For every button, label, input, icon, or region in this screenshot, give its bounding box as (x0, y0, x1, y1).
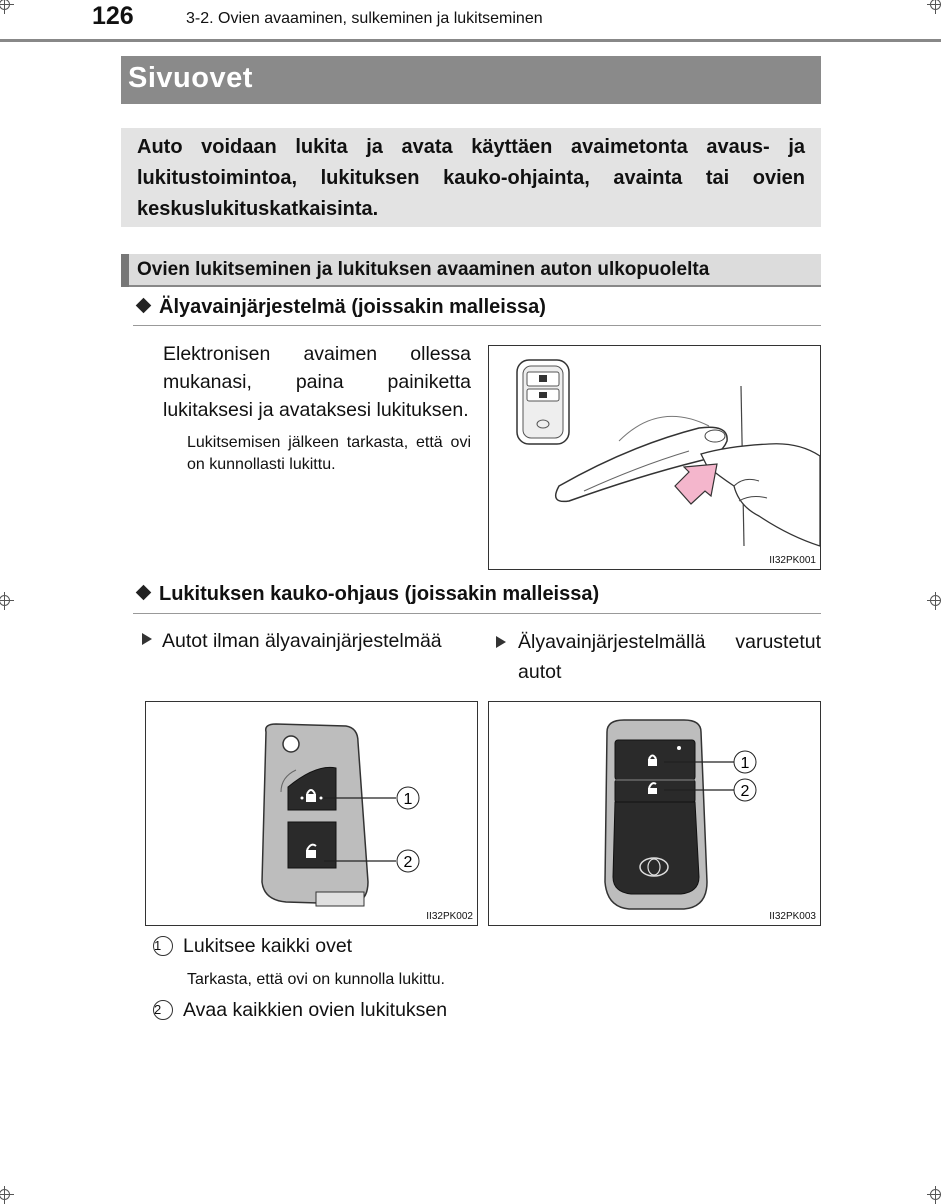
page-title: Sivuovet (128, 62, 253, 94)
list-number: 1 (153, 936, 173, 956)
col1-label-text: Autot ilman älyavainjärjestelmää (162, 630, 442, 652)
callout-2: 2 (740, 783, 750, 800)
flip-key-illustration (146, 702, 477, 925)
smart-key-rule (133, 325, 821, 326)
callout-1: 1 (740, 755, 750, 772)
list-item-text: Lukitsee kaikki ovet (183, 935, 353, 957)
remote-heading-text: Lukituksen kauko-ohjaus (joissakin malleissa) (159, 583, 600, 605)
triangle-bullet-icon (142, 633, 152, 645)
crop-mark-top-right (927, 0, 941, 14)
diamond-bullet-icon (136, 585, 152, 601)
diamond-bullet-icon (136, 298, 152, 314)
page-number: 126 (92, 2, 134, 30)
smart-key-text-block (163, 340, 471, 424)
list-item (153, 996, 447, 1024)
figure-code-2: II32PK002 (426, 911, 473, 922)
running-head: 3-2. Ovien avaaminen, sulkeminen ja lukitseminen (186, 10, 543, 27)
section-heading: Ovien lukitseminen ja lukituksen avaaminen auton ulkopuolelta (137, 259, 710, 280)
smart-key-illustration (489, 702, 820, 925)
triangle-bullet-icon (496, 636, 506, 648)
figure-smart-key (488, 701, 821, 926)
remote-rule (133, 613, 821, 614)
figure-code-1: II32PK001 (769, 555, 816, 566)
figure-flip-key (145, 701, 478, 926)
crop-mark-bottom-right (927, 1186, 941, 1204)
crop-mark-bottom-left (0, 1186, 14, 1204)
smart-key-heading-text: Älyavainjärjestelmä (joissakin malleissa) (159, 296, 546, 318)
smart-key-text: Elektronisen avaimen ollessa mukanasi, paina painiketta lukitaksesi ja avataksesi lukituksen. (163, 343, 471, 421)
list-item-text: Avaa kaikkien ovien lukituksen (183, 999, 448, 1021)
section-accent (121, 254, 129, 287)
list-item (153, 932, 352, 960)
crop-mark-mid-right (927, 592, 941, 610)
list-item-note: Tarkasta, että ovi on kunnolla lukittu. (187, 971, 445, 988)
callout-2: 2 (403, 854, 413, 871)
col2-label-text: Älyavainjärjestelmällä varustetut autot (518, 631, 821, 683)
callout-1: 1 (403, 791, 413, 808)
figure-code-3: II32PK003 (769, 911, 816, 922)
smart-key-note-block (187, 432, 471, 476)
col1-label (142, 627, 472, 655)
crop-mark-mid-left (0, 592, 14, 610)
header-rule (0, 39, 941, 42)
crop-mark-top-left (0, 0, 14, 14)
smart-key-heading (136, 296, 546, 319)
intro-box (121, 128, 821, 227)
smart-key-note: Lukitsemisen jälkeen tarkasta, että ovi on kunnollasti lukittu. (187, 434, 471, 473)
list-number: 2 (153, 1000, 173, 1020)
intro-text: Auto voidaan lukita ja avata käyttäen avaimetonta avaus- ja lukitustoimintoa, lukituksen kauko-ohjainta, avainta tai ovien keskuslukituskatkaisinta. (137, 136, 805, 220)
door-handle-illustration (489, 346, 820, 569)
remote-heading (136, 583, 599, 606)
col2-label (496, 627, 821, 687)
figure-door-handle (488, 345, 821, 570)
